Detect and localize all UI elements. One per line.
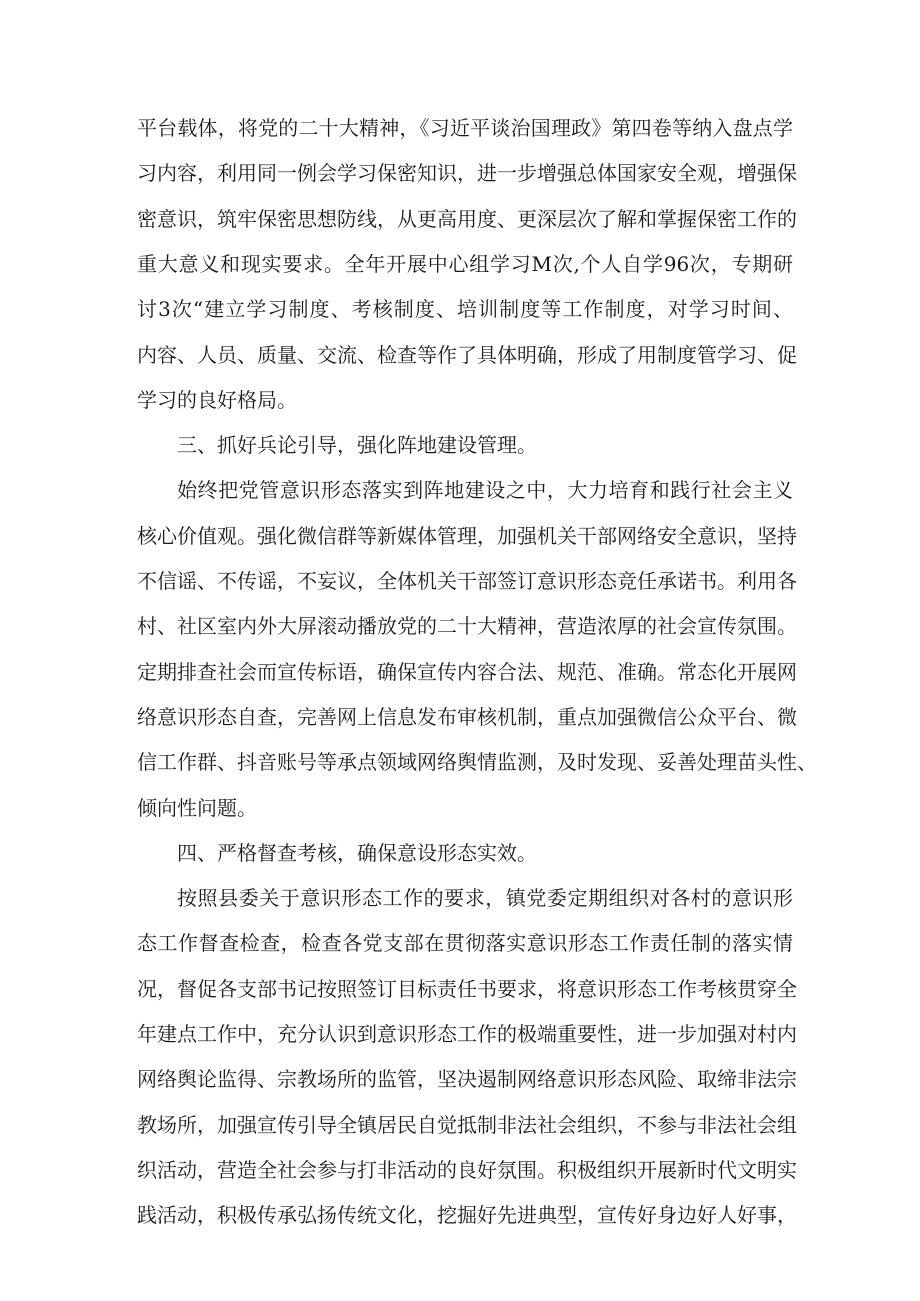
text-line: 网络舆论监得、宗教场所的监管，坚决遏制网络意识形态风险、取缔非法宗 bbox=[137, 1067, 797, 1091]
text-line: 内容、人员、质量、交流、检查等作了具体明确，形成了用制度管学习、促 bbox=[137, 343, 797, 367]
text-line: 倾向性问题。 bbox=[137, 796, 257, 820]
text-line: 村、社区室内外大屏滚动播放党的二十大精神，营造浓厚的社会宣传氛围。 bbox=[137, 614, 797, 638]
text-line: 年建点工作中，充分认识到意识形态工作的极端重要性，进一步加强对村内 bbox=[137, 1022, 797, 1046]
section-heading-3: 三、抓好兵论引导，强化阵地建设管理。 bbox=[177, 433, 537, 457]
text-line: 定期排查社会而宣传标语，确保宣传内容合法、规范、准确。常态化开展网 bbox=[137, 660, 797, 684]
text-line: 按照县委关于意识形态工作的要求，镇党委定期组织对各村的意识形 bbox=[177, 886, 793, 910]
text-line: 平台载体，将党的二十大精神，《习近平谈治国理政》第四卷等纳入盘点学 bbox=[137, 116, 793, 140]
text-line: 织活动，营造全社会参与打非活动的良好氛围。积极组织开展新时代文明实 bbox=[137, 1158, 797, 1182]
text-line: 不信谣、不传谣，不妄议，全体机关干部签订意识形态竞任承诺书。利用各 bbox=[137, 569, 797, 593]
text-line: 核心价值观。强化微信群等新媒体管理，加强机关干部网络安全意识，坚持 bbox=[137, 524, 797, 548]
text-line: 教场所，加强宣传引导全镇居民自觉抵制非法社会组织，不参与非法社会组 bbox=[137, 1113, 797, 1137]
text-line: 始终把党管意识形态落实到阵地建设之中，大力培育和践行社会主义 bbox=[177, 478, 793, 502]
text-line: 况，督促各支部书记按照签订目标责任书要求，将意识形态工作考核贯穿全 bbox=[137, 977, 797, 1001]
text-line: 态工作督查检查，检查各党支部在贯彻落实意识形态工作责任制的落实情 bbox=[137, 931, 793, 955]
section-heading-4: 四、严格督查考核，确保意设形态实效。 bbox=[177, 841, 537, 865]
text-line: 讨3次“建立学习制度、考核制度、培训制度等工作制度，对学习时间、 bbox=[137, 297, 793, 321]
text-line: 信工作群、抖音账号等承点领域网络舆情监测，及时发现、妥善处理苗头性、 bbox=[137, 750, 817, 774]
text-line: 习内容，利用同一例会学习保密知识，进一步增强总体国家安全观，增强保 bbox=[137, 161, 797, 185]
text-line: 络意识形态自查，完善网上信息发布审核机制，重点加强微信公众平台、微 bbox=[137, 705, 797, 729]
text-line: 践活动，积极传承弘扬传统文化，挖掘好先进典型，宣传好身边好人好事， bbox=[137, 1203, 797, 1227]
text-line: 密意识，筑牢保密思想防线，从更高用度、更深层次了解和掌握保密工作的 bbox=[137, 207, 797, 231]
text-line: 重大意义和现实要求。全年开展中心组学习M次,个人自学96次，专期研 bbox=[137, 252, 793, 276]
text-line: 学习的良好格局。 bbox=[137, 388, 297, 412]
